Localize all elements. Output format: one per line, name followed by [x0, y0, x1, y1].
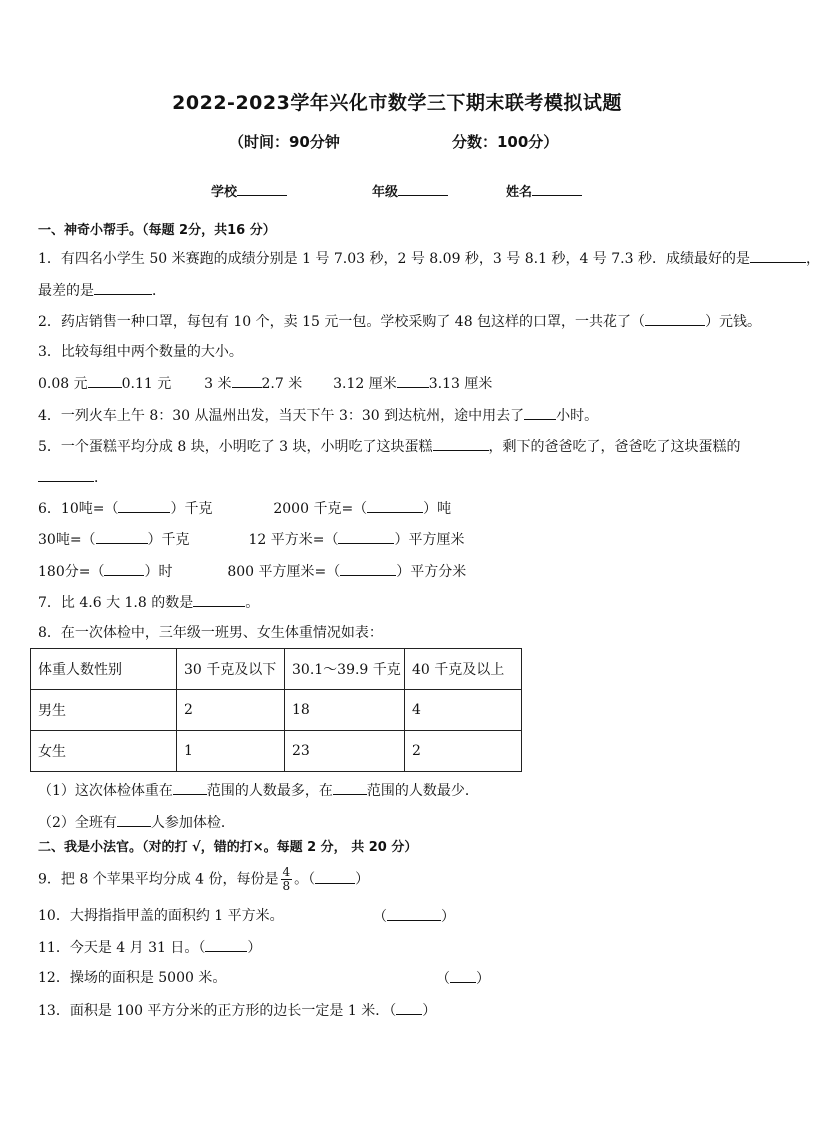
table-header-cell: 40 千克及以上 [405, 649, 522, 690]
table-cell: 18 [285, 690, 405, 731]
name-label: 姓名 [506, 185, 533, 200]
question-1-line-2 [38, 280, 166, 301]
q5-blank-1[interactable] [433, 436, 489, 451]
q6-r2-d: ）平方厘米 [394, 532, 465, 548]
q6-r2-b: ）千克 [147, 532, 190, 548]
question-10-answer [373, 906, 455, 927]
q6-r1-a: 6．10吨=（ [38, 501, 119, 517]
q11-paren-close: ） [247, 940, 262, 956]
table-cell: 4 [405, 690, 522, 731]
q3-item-2a: 3 米 [204, 376, 232, 392]
section2-heading: 二、我是小法官。（对的打 √，错的打×。每题 2 分， 共 20 分） [38, 840, 418, 855]
q6-r1-b: ）千克 [170, 501, 213, 517]
table-cell: 男生 [31, 690, 177, 731]
q8-1-text-b: 范围的人数最多，在 [206, 783, 333, 799]
q8-1-text-c: 范围的人数最少． [366, 783, 479, 799]
q4-text-b: 小时。 [556, 408, 599, 424]
table-header-cell: 体重人数性别 [31, 649, 177, 690]
table-cell: 2 [405, 731, 522, 772]
q6-r3-d: ）平方分米 [396, 564, 467, 580]
q7-text-a: 7．比 4.6 大 1.8 的数是 [38, 595, 194, 611]
q3-blank-1[interactable] [88, 373, 122, 388]
q6-r3-c: 800 平方厘米=（ [227, 564, 341, 580]
q8-2-text-b: 人参加体检． [150, 815, 235, 831]
q8-1-blank-1[interactable] [173, 780, 207, 795]
question-10 [38, 906, 284, 926]
q1-period: ． [152, 283, 166, 299]
q12-paren-close: ） [476, 971, 490, 987]
q10-paren-close: ） [441, 909, 455, 925]
q8-1-blank-2[interactable] [333, 780, 367, 795]
q9-text-b: 。（ [294, 871, 316, 888]
table-header-cell: 30.1～39.9 千克 [285, 649, 405, 690]
q8-2-blank[interactable] [117, 812, 151, 827]
q6-r2-blank-1[interactable] [96, 529, 148, 544]
table-row [31, 731, 522, 772]
school-field [211, 181, 287, 200]
q10-answer-blank[interactable] [387, 906, 441, 921]
question-11 [38, 937, 261, 958]
q7-text-b: 。 [245, 595, 260, 611]
q11-answer-blank[interactable] [205, 937, 247, 952]
question-13 [38, 1000, 436, 1021]
q1-blank-best[interactable] [750, 248, 806, 263]
q11-text: 11．今天是 4 月 31 日。（ [38, 940, 206, 956]
question-7 [38, 592, 259, 613]
fraction-numerator: 4 [282, 865, 291, 879]
q2-blank[interactable] [645, 311, 705, 326]
q3-item-3b: 3.13 厘米 [428, 376, 493, 392]
q3-blank-2[interactable] [232, 373, 262, 388]
table-header-row [31, 649, 522, 690]
q4-blank[interactable] [524, 405, 556, 420]
question-8: 8．在一次体检中，三年级一班男、女生体重情况如表： [38, 625, 383, 641]
q6-r1-c: 2000 千克=（ [273, 501, 368, 517]
q3-item-2b: 2.7 米 [261, 376, 303, 392]
q5-text-a: 5．一个蛋糕平均分成 8 块，小明吃了 3 块，小明吃了这块蛋糕 [38, 439, 433, 455]
question-4 [38, 405, 598, 426]
q3-blank-3[interactable] [397, 373, 429, 388]
question-9 [38, 866, 369, 893]
q12-answer-blank[interactable] [450, 968, 476, 983]
question-8-part-2 [38, 812, 235, 833]
q5-blank-2[interactable] [38, 467, 94, 482]
q6-r3-b: ）时 [144, 564, 173, 580]
table-cell: 23 [285, 731, 405, 772]
name-blank[interactable] [532, 183, 582, 196]
exam-title: 2022-2023学年兴化市数学三下期末联考模拟试题 [172, 92, 622, 114]
q6-r2-c: 12 平方米=（ [248, 532, 339, 548]
fraction-denominator: 8 [282, 879, 291, 893]
question-2 [38, 311, 761, 332]
q8-2-text-a: （2）全班有 [38, 815, 117, 831]
q2-text-b: ）元钱。 [705, 314, 762, 330]
table-row [31, 690, 522, 731]
q10-paren-open: （ [373, 909, 387, 925]
q6-r2-blank-2[interactable] [338, 529, 394, 544]
question-12 [38, 968, 226, 988]
q1-text-b: 最差的是 [38, 283, 94, 299]
table-cell: 2 [177, 690, 285, 731]
school-label: 学校 [211, 185, 238, 200]
q12-text: 12．操场的面积是 5000 米。 [38, 970, 227, 986]
q9-text-c: ） [355, 871, 370, 888]
score-label: 分数：100分） [452, 133, 559, 151]
q6-r3-a: 180分=（ [38, 564, 105, 580]
question-6-row-1 [38, 498, 451, 519]
question-1-line-1 [38, 248, 820, 269]
table-cell: 女生 [31, 731, 177, 772]
q6-r3-blank-1[interactable] [104, 561, 144, 576]
table-header-cell: 30 千克及以下 [177, 649, 285, 690]
question-3-items [38, 373, 492, 394]
q13-text: 13．面积是 100 平方分米的正方形的边长一定是 1 米．（ [38, 1003, 397, 1019]
q10-text: 10．大拇指指甲盖的面积约 1 平方米。 [38, 908, 284, 924]
q6-r1-blank-1[interactable] [118, 498, 170, 513]
question-5-line-1 [38, 436, 741, 457]
grade-field [372, 181, 448, 200]
table-cell: 1 [177, 731, 285, 772]
q1-comma: ， [805, 251, 820, 267]
q9-answer-blank[interactable] [315, 869, 355, 884]
q4-text-a: 4．一列火车上午 8：30 从温州出发，当天下午 3：30 到达杭州，途中用去了 [38, 408, 525, 424]
q13-answer-blank[interactable] [396, 1000, 422, 1015]
q12-paren-open: （ [436, 971, 450, 987]
question-5-line-2 [38, 467, 108, 488]
q6-r2-a: 30吨=（ [38, 532, 96, 548]
q3-item-1a: 0.08 元 [38, 376, 88, 392]
question-12-answer [436, 968, 490, 989]
q6-r1-blank-2[interactable] [367, 498, 423, 513]
weight-table [30, 648, 522, 772]
q3-item-1b: 0.11 元 [121, 376, 172, 392]
q3-item-3a: 3.12 厘米 [333, 376, 397, 392]
q6-r1-d: ）吨 [423, 501, 452, 517]
question-8-part-1 [38, 780, 479, 801]
question-6-row-2 [38, 529, 464, 550]
question-3: 3．比较每组中两个数量的大小。 [38, 344, 243, 360]
q6-r3-blank-2[interactable] [340, 561, 396, 576]
grade-label: 年级 [372, 185, 399, 200]
grade-blank[interactable] [398, 183, 448, 196]
question-6-row-3 [38, 561, 466, 582]
q5-period: ． [94, 470, 108, 486]
q9-text-a: 9．把 8 个苹果平均分成 4 份，每份是 [38, 871, 279, 888]
q13-paren-close: ） [422, 1003, 437, 1019]
q5-text-b: ，剩下的爸爸吃了，爸爸吃了这块蛋糕的 [488, 439, 741, 455]
school-blank[interactable] [237, 183, 287, 196]
q2-text-a: 2．药店销售一种口罩，每包有 10 个，卖 15 元一包。学校采购了 48 包这样的口罩，一共花了（ [38, 314, 646, 330]
q8-1-text-a: （1）这次体检体重在 [38, 783, 173, 799]
time-label: （时间：90分钟 [229, 133, 340, 151]
section1-heading: 一、神奇小帮手。（每题 2分，共16 分） [38, 223, 276, 238]
q1-text-a: 1．有四名小学生 50 米赛跑的成绩分别是 1 号 7.03 秒，2 号 8.09 秒，3 号 8.1 秒，4 号 7.3 秒．成绩最好的是 [38, 251, 750, 267]
name-field [506, 181, 582, 200]
q7-blank[interactable] [193, 592, 245, 607]
fraction-four-eighths [281, 866, 293, 893]
q1-blank-worst[interactable] [94, 280, 152, 295]
